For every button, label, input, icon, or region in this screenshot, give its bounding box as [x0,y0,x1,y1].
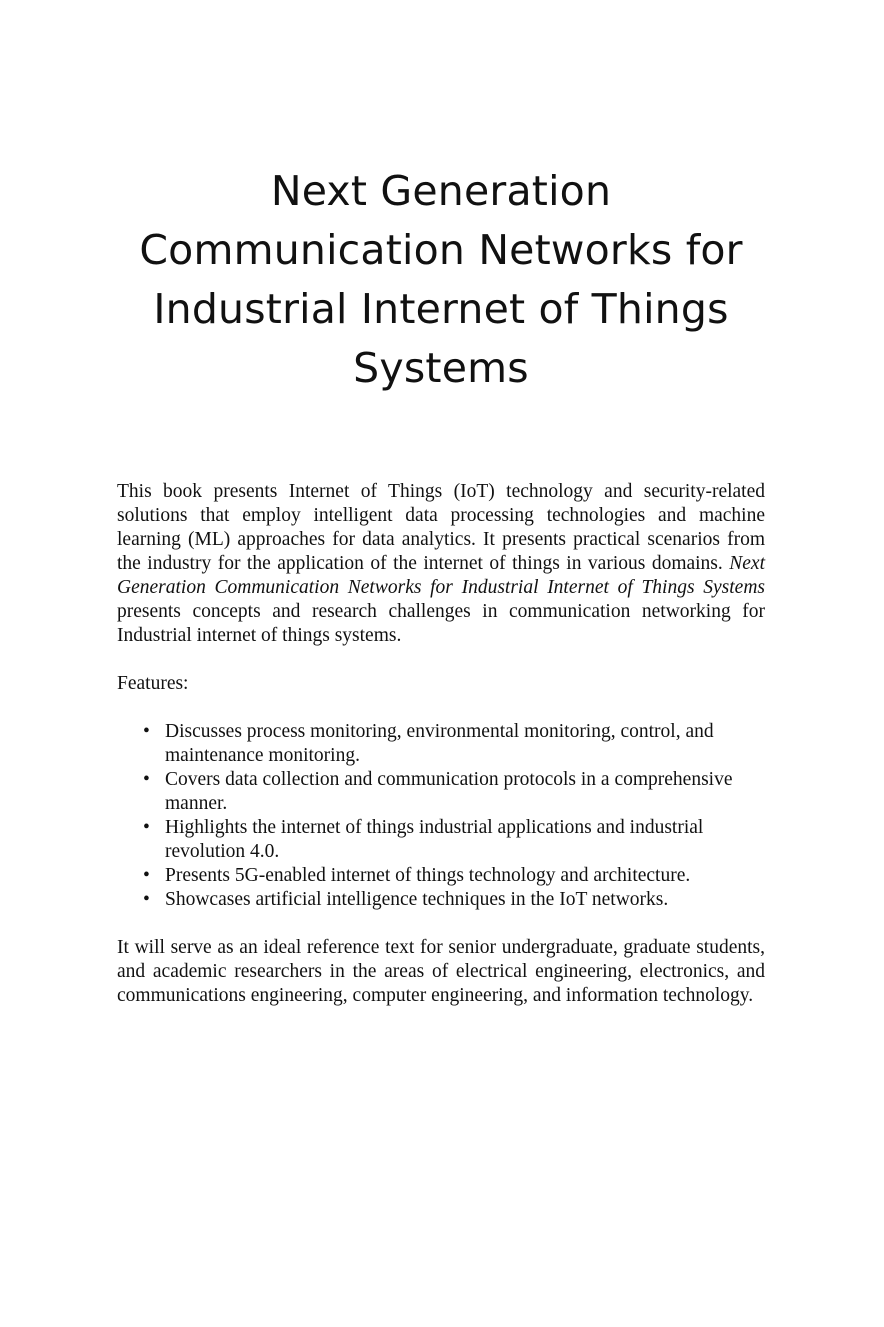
bullet-icon: • [143,721,150,742]
list-item [143,768,765,816]
book-title-line-4: Systems [353,344,529,392]
list-item [143,816,765,864]
bullet-icon: • [143,817,150,838]
description-part-1: This book presents Internet of Things (IoT) technology and security-related solutions that employ intelligent data processing technologies and machine learning (ML) approaches for data analytics. It presents practical scenarios from the industry for the application of the internet of things in various domains. [117,481,765,574]
book-title-line-2: Communication Networks for [139,226,743,274]
feature-text: Showcases artificial intelligence techniques in the IoT networks. [165,889,669,910]
feature-text: Discusses process monitoring, environmental monitoring, control, and maintenance monitoring. [165,721,714,766]
book-title-line-1: Next Generation [270,167,612,215]
list-item [143,720,765,768]
bullet-icon: • [143,769,150,790]
description-part-2: presents concepts and research challenges in communication networking for Industrial internet of things systems. [117,601,765,646]
feature-text: Covers data collection and communication protocols in a comprehensive manner. [165,769,733,814]
feature-text: Highlights the internet of things industrial applications and industrial revolution 4.0. [165,817,704,862]
bullet-icon: • [143,889,150,910]
features-list [117,720,765,912]
list-item [143,888,765,912]
book-title [107,162,775,398]
feature-text: Presents 5G-enabled internet of things technology and architecture. [165,865,691,886]
closing-paragraph: It will serve as an ideal reference text for senior undergraduate, graduate students, and academic researchers in the areas of electrical engineering, electronics, and communications engineering, computer engineering, and information technology. [117,937,765,1006]
description-italic-title: Next Generation Communication Networks for Industrial Internet of Things Systems [117,553,765,598]
features-label: Features: [117,673,189,694]
description-paragraph [117,480,765,648]
list-item [143,864,765,888]
book-title-line-3: Industrial Internet of Things [153,285,729,333]
bullet-icon: • [143,865,150,886]
body-text [117,480,765,1008]
